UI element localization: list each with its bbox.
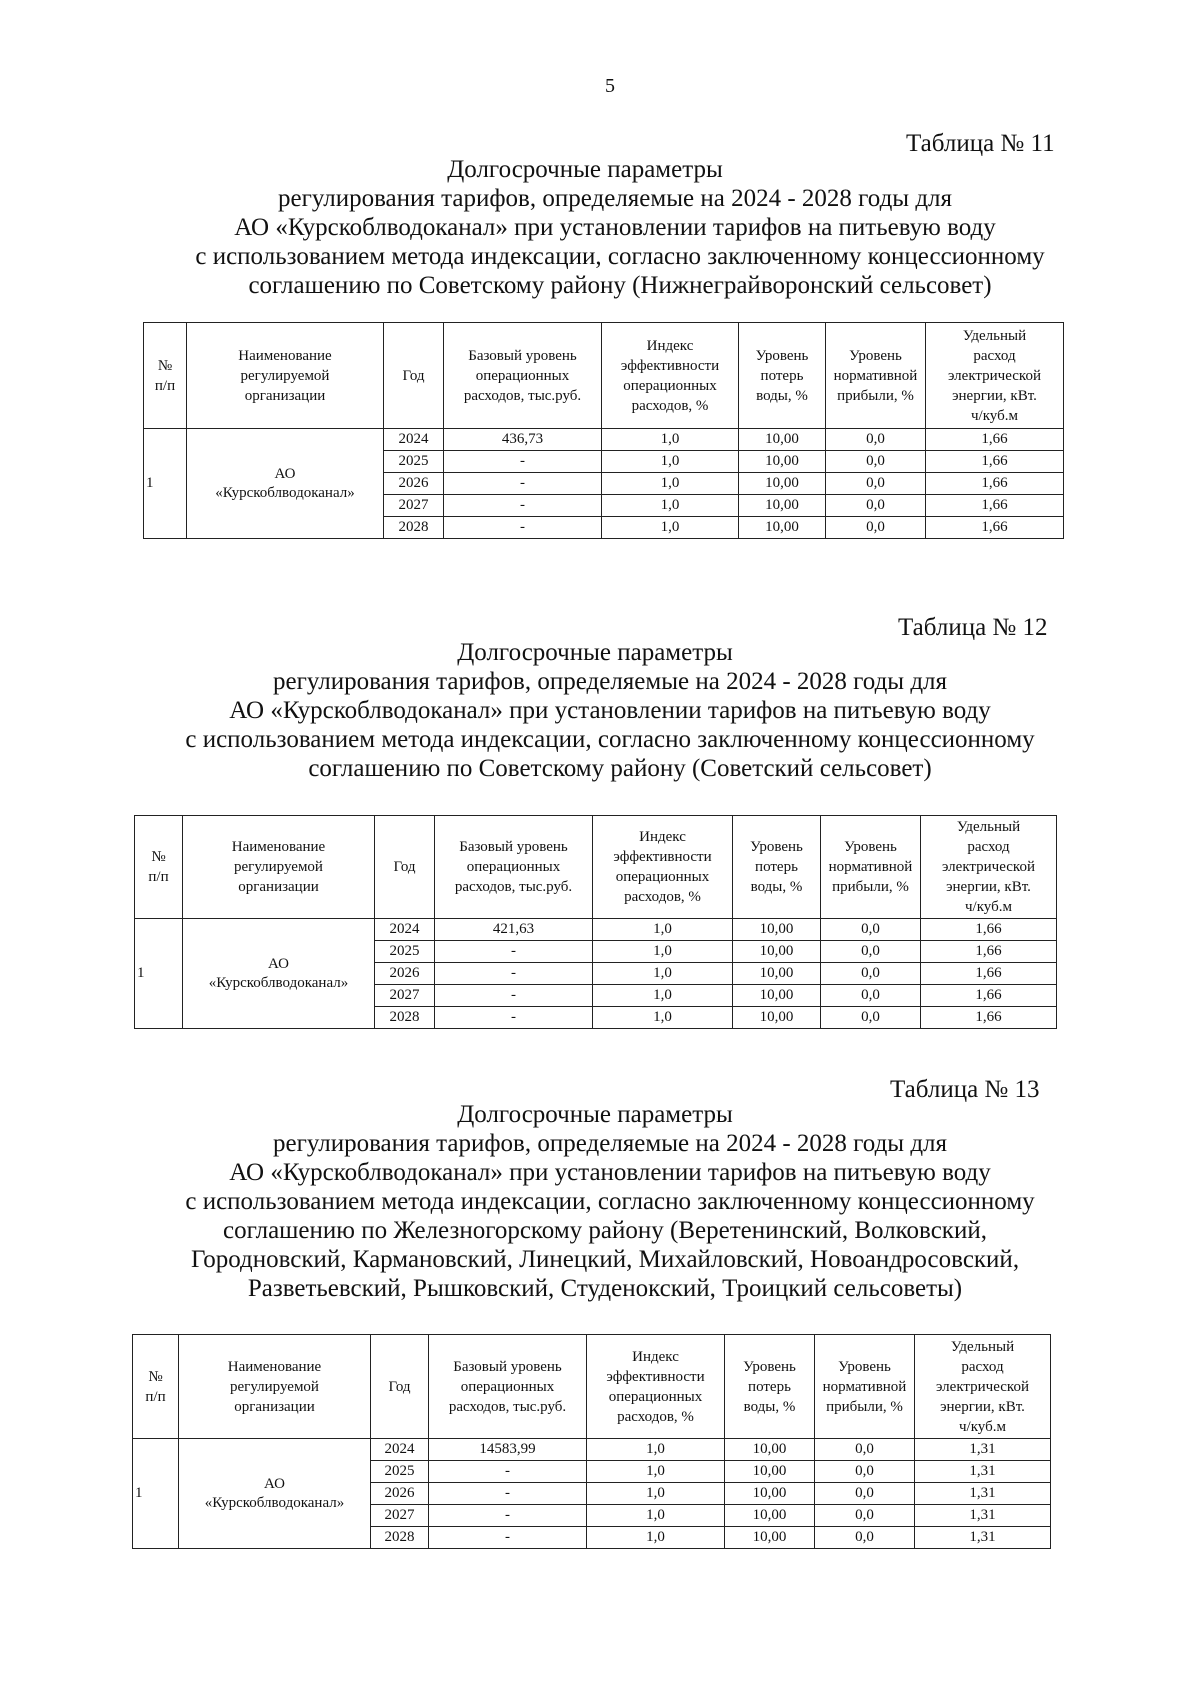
water-losses-cell: 10,00: [725, 1527, 815, 1549]
table-label: Таблица № 11: [906, 130, 1055, 157]
year-cell: 2024: [375, 919, 435, 941]
base-cost-cell: -: [444, 473, 602, 495]
col-header-year: Год: [371, 1335, 429, 1439]
col-header-efficiency-index: Индекс эффективности операционных расходов, %: [602, 323, 739, 429]
title-line: с использованием метода индексации, согласно заключенному концессионному: [185, 1188, 1035, 1215]
profit-level-cell: 0,0: [821, 941, 921, 963]
water-losses-cell: 10,00: [725, 1483, 815, 1505]
year-cell: 2025: [375, 941, 435, 963]
energy-use-cell: 1,31: [915, 1439, 1051, 1461]
col-header-year: Год: [375, 816, 435, 919]
energy-use-cell: 1,66: [921, 941, 1057, 963]
col-header-water-losses: Уровень потерь воды, %: [725, 1335, 815, 1439]
water-losses-cell: 10,00: [725, 1461, 815, 1483]
col-header-number: № п/п: [133, 1335, 179, 1439]
energy-use-cell: 1,66: [926, 495, 1064, 517]
water-losses-cell: 10,00: [739, 429, 826, 451]
tariff-table: [134, 815, 1057, 1029]
efficiency-index-cell: 1,0: [602, 473, 739, 495]
col-header-water-losses: Уровень потерь воды, %: [739, 323, 826, 429]
title-line: регулирования тарифов, определяемые на 2024 - 2028 годы для: [272, 668, 948, 695]
col-header-base-cost: Базовый уровень операционных расходов, тыс.руб.: [429, 1335, 587, 1439]
col-header-number: № п/п: [144, 323, 187, 429]
table-label: Таблица № 12: [898, 614, 1048, 641]
profit-level-cell: 0,0: [821, 919, 921, 941]
base-cost-cell: 14583,99: [429, 1439, 587, 1461]
table-title: [0, 155, 1200, 300]
col-header-energy-use: Удельный расход электрической энергии, кВт. ч/куб.м: [921, 816, 1057, 919]
base-cost-cell: -: [435, 985, 593, 1007]
col-header-efficiency-index: Индекс эффективности операционных расходов, %: [587, 1335, 725, 1439]
profit-level-cell: 0,0: [826, 495, 926, 517]
col-header-profit-level: Уровень нормативной прибыли, %: [821, 816, 921, 919]
profit-level-cell: 0,0: [815, 1527, 915, 1549]
base-cost-cell: -: [429, 1527, 587, 1549]
col-header-energy-use: Удельный расход электрической энергии, кВт. ч/куб.м: [915, 1335, 1051, 1439]
profit-level-cell: 0,0: [826, 451, 926, 473]
water-losses-cell: 10,00: [733, 1007, 821, 1029]
col-header-profit-level: Уровень нормативной прибыли, %: [815, 1335, 915, 1439]
year-cell: 2028: [371, 1527, 429, 1549]
title-line: соглашению по Железногорскому району (Веретенинский, Волковский,: [223, 1217, 987, 1244]
energy-use-cell: 1,31: [915, 1483, 1051, 1505]
col-header-energy-use: Удельный расход электрической энергии, кВт. ч/куб.м: [926, 323, 1064, 429]
col-header-base-cost: Базовый уровень операционных расходов, тыс.руб.: [444, 323, 602, 429]
title-line: регулирования тарифов, определяемые на 2024 - 2028 годы для: [277, 185, 953, 212]
year-cell: 2025: [384, 451, 444, 473]
col-header-efficiency-index: Индекс эффективности операционных расходов, %: [593, 816, 733, 919]
efficiency-index-cell: 1,0: [593, 985, 733, 1007]
base-cost-cell: -: [435, 941, 593, 963]
base-cost-cell: 436,73: [444, 429, 602, 451]
efficiency-index-cell: 1,0: [587, 1483, 725, 1505]
energy-use-cell: 1,66: [921, 963, 1057, 985]
energy-use-cell: 1,66: [926, 451, 1064, 473]
title-line: Долгосрочные параметры: [447, 156, 723, 183]
water-losses-cell: 10,00: [725, 1505, 815, 1527]
year-cell: 2028: [375, 1007, 435, 1029]
base-cost-cell: -: [429, 1483, 587, 1505]
profit-level-cell: 0,0: [815, 1505, 915, 1527]
energy-use-cell: 1,66: [926, 473, 1064, 495]
table-row: [135, 919, 1057, 941]
water-losses-cell: 10,00: [733, 941, 821, 963]
title-line: Долгосрочные параметры: [457, 1101, 733, 1128]
efficiency-index-cell: 1,0: [602, 517, 739, 539]
col-header-profit-level: Уровень нормативной прибыли, %: [826, 323, 926, 429]
row-number-cell: 1: [133, 1439, 179, 1549]
table-header-row: [133, 1335, 1051, 1439]
title-line: с использованием метода индексации, согласно заключенному концессионному: [195, 243, 1045, 270]
profit-level-cell: 0,0: [815, 1483, 915, 1505]
water-losses-cell: 10,00: [733, 963, 821, 985]
profit-level-cell: 0,0: [815, 1461, 915, 1483]
organization-cell: АО «Курскоблводоканал»: [179, 1439, 371, 1549]
energy-use-cell: 1,66: [921, 985, 1057, 1007]
year-cell: 2026: [384, 473, 444, 495]
col-header-year: Год: [384, 323, 444, 429]
base-cost-cell: -: [429, 1505, 587, 1527]
year-cell: 2024: [384, 429, 444, 451]
table-header-row: [135, 816, 1057, 919]
efficiency-index-cell: 1,0: [587, 1461, 725, 1483]
base-cost-cell: 421,63: [435, 919, 593, 941]
efficiency-index-cell: 1,0: [602, 451, 739, 473]
water-losses-cell: 10,00: [739, 495, 826, 517]
energy-use-cell: 1,66: [921, 919, 1057, 941]
efficiency-index-cell: 1,0: [587, 1527, 725, 1549]
table-title: [0, 1100, 1200, 1303]
efficiency-index-cell: 1,0: [602, 495, 739, 517]
profit-level-cell: 0,0: [826, 429, 926, 451]
profit-level-cell: 0,0: [826, 473, 926, 495]
energy-use-cell: 1,66: [926, 517, 1064, 539]
water-losses-cell: 10,00: [739, 517, 826, 539]
profit-level-cell: 0,0: [821, 963, 921, 985]
table-row: [144, 429, 1064, 451]
title-line: регулирования тарифов, определяемые на 2024 - 2028 годы для: [272, 1130, 948, 1157]
title-line: Городновский, Кармановский, Линецкий, Михайловский, Новоандросовский,: [190, 1246, 1020, 1273]
base-cost-cell: -: [444, 451, 602, 473]
table-title: [0, 638, 1200, 783]
energy-use-cell: 1,66: [921, 1007, 1057, 1029]
efficiency-index-cell: 1,0: [593, 941, 733, 963]
energy-use-cell: 1,66: [926, 429, 1064, 451]
base-cost-cell: -: [444, 517, 602, 539]
water-losses-cell: 10,00: [733, 985, 821, 1007]
efficiency-index-cell: 1,0: [587, 1505, 725, 1527]
profit-level-cell: 0,0: [821, 985, 921, 1007]
water-losses-cell: 10,00: [739, 473, 826, 495]
col-header-water-losses: Уровень потерь воды, %: [733, 816, 821, 919]
year-cell: 2026: [371, 1483, 429, 1505]
energy-use-cell: 1,31: [915, 1505, 1051, 1527]
base-cost-cell: -: [444, 495, 602, 517]
year-cell: 2028: [384, 517, 444, 539]
base-cost-cell: -: [435, 1007, 593, 1029]
tariff-table: [132, 1334, 1051, 1549]
organization-cell: АО «Курскоблводоканал»: [183, 919, 375, 1029]
col-header-organization: Наименование регулируемой организации: [179, 1335, 371, 1439]
year-cell: 2025: [371, 1461, 429, 1483]
col-header-number: № п/п: [135, 816, 183, 919]
water-losses-cell: 10,00: [739, 451, 826, 473]
profit-level-cell: 0,0: [826, 517, 926, 539]
table-label: Таблица № 13: [890, 1076, 1040, 1103]
title-line: АО «Курскоблводоканал» при установлении тарифов на питьевую воду: [229, 697, 991, 724]
year-cell: 2027: [375, 985, 435, 1007]
year-cell: 2024: [371, 1439, 429, 1461]
title-line: соглашению по Советскому району (Нижнеграйворонский сельсовет): [248, 272, 992, 299]
page-number: 5: [605, 75, 615, 97]
energy-use-cell: 1,31: [915, 1527, 1051, 1549]
efficiency-index-cell: 1,0: [593, 963, 733, 985]
year-cell: 2027: [371, 1505, 429, 1527]
col-header-organization: Наименование регулируемой организации: [183, 816, 375, 919]
water-losses-cell: 10,00: [733, 919, 821, 941]
water-losses-cell: 10,00: [725, 1439, 815, 1461]
energy-use-cell: 1,31: [915, 1461, 1051, 1483]
row-number-cell: 1: [135, 919, 183, 1029]
title-line: Долгосрочные параметры: [457, 639, 733, 666]
title-line: АО «Курскоблводоканал» при установлении тарифов на питьевую воду: [229, 1159, 991, 1186]
year-cell: 2027: [384, 495, 444, 517]
base-cost-cell: -: [429, 1461, 587, 1483]
organization-cell: АО «Курскоблводоканал»: [187, 429, 384, 539]
profit-level-cell: 0,0: [821, 1007, 921, 1029]
profit-level-cell: 0,0: [815, 1439, 915, 1461]
title-line: с использованием метода индексации, согласно заключенному концессионному: [185, 726, 1035, 753]
tariff-table: [143, 322, 1064, 539]
table-row: [133, 1439, 1051, 1461]
title-line: Разветьевский, Рышковский, Студенокский, Троицкий сельсоветы): [247, 1275, 963, 1302]
col-header-base-cost: Базовый уровень операционных расходов, тыс.руб.: [435, 816, 593, 919]
col-header-organization: Наименование регулируемой организации: [187, 323, 384, 429]
year-cell: 2026: [375, 963, 435, 985]
table-header-row: [144, 323, 1064, 429]
efficiency-index-cell: 1,0: [593, 1007, 733, 1029]
row-number-cell: 1: [144, 429, 187, 539]
title-line: АО «Курскоблводоканал» при установлении тарифов на питьевую воду: [234, 214, 996, 241]
efficiency-index-cell: 1,0: [587, 1439, 725, 1461]
base-cost-cell: -: [435, 963, 593, 985]
title-line: соглашению по Советскому району (Советский сельсовет): [308, 755, 932, 782]
efficiency-index-cell: 1,0: [593, 919, 733, 941]
efficiency-index-cell: 1,0: [602, 429, 739, 451]
